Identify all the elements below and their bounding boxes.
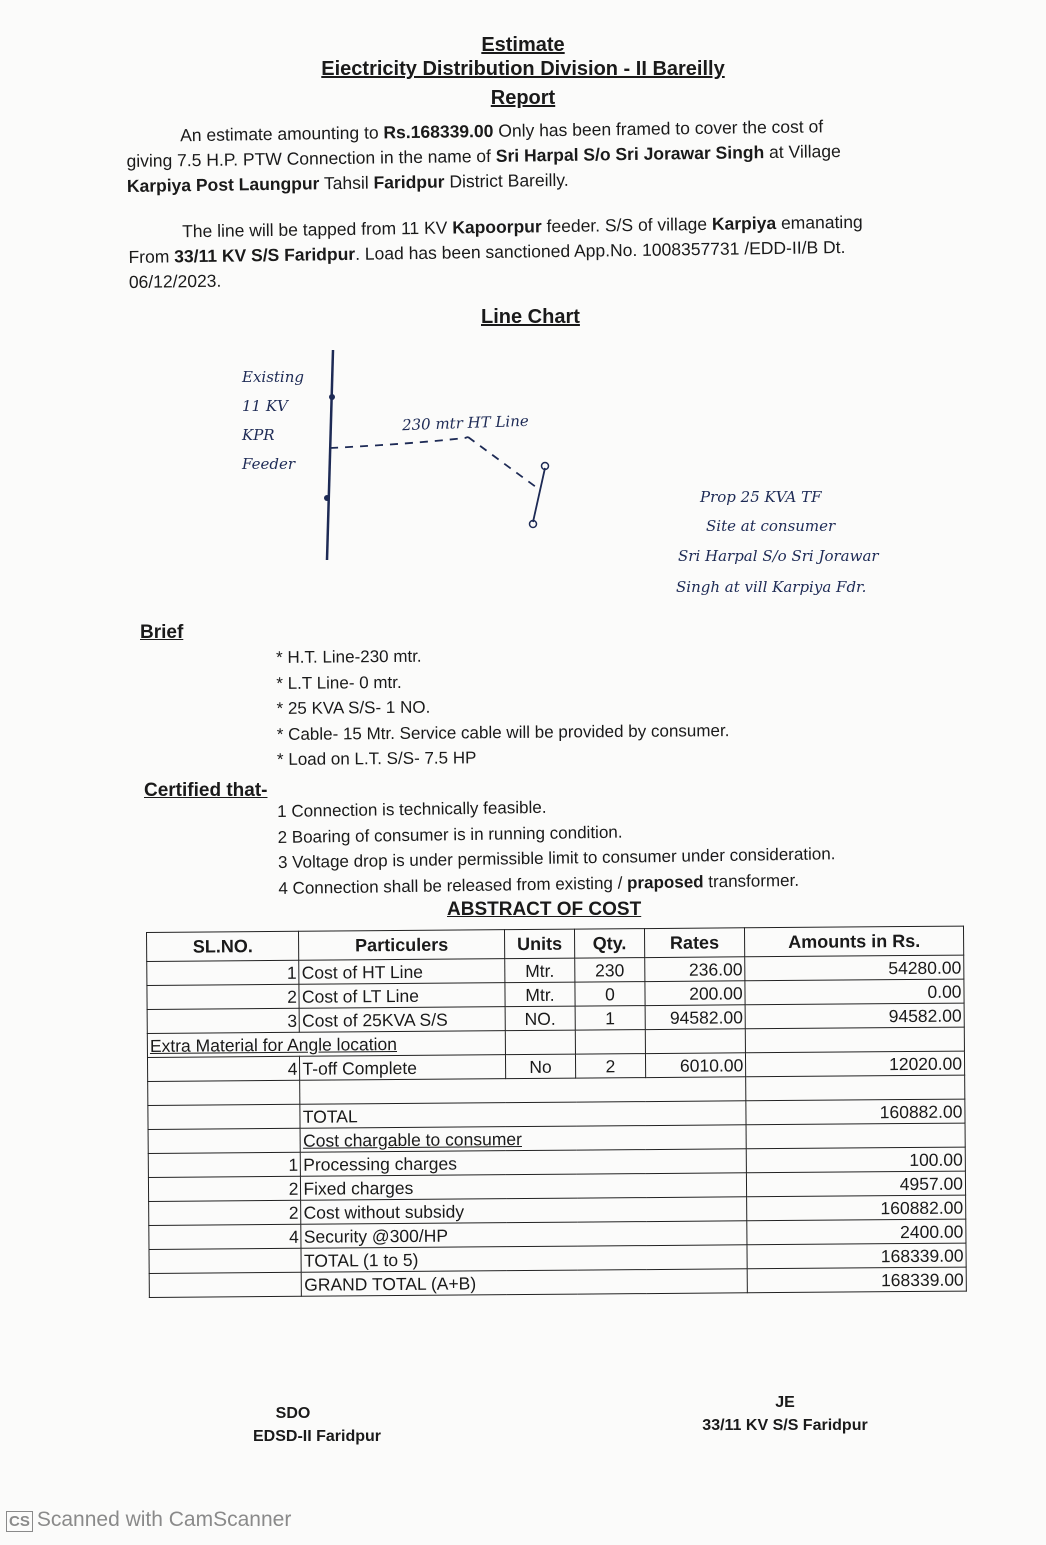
unit-cell: Mtr. (505, 982, 576, 1007)
intro-text: feeder. S/S of village (541, 213, 713, 237)
camscanner-watermark (6, 1508, 291, 1532)
grand-total-row (149, 1267, 966, 1297)
amount-cell: 0.00 (745, 979, 964, 1005)
cost-table (146, 926, 967, 1298)
sl-cell: 2 (148, 1176, 301, 1201)
amount-cell: 100.00 (746, 1147, 965, 1173)
header-cell: Qty. (575, 929, 645, 959)
header-cell: Amounts in Rs. (745, 926, 964, 957)
amount-cell: 12020.00 (746, 1051, 965, 1077)
division-title: Eiectricity Distribution Division - II Bareilly (321, 58, 725, 80)
sl-cell: 1 (148, 1152, 301, 1177)
particular-cell: Cost of 25KVA S/S (300, 1007, 505, 1033)
intro-text: at Village (764, 141, 841, 163)
sl-cell: 2 (147, 984, 300, 1009)
sl-cell: 2 (149, 1200, 302, 1225)
header-cell: SL.NO. (147, 931, 300, 961)
header-cell: Units (504, 929, 575, 959)
amount-cell: 4957.00 (747, 1171, 966, 1197)
qty-cell: 230 (575, 958, 645, 983)
village-name: Karpiya (711, 212, 777, 234)
total-1-to-5-label: TOTAL (1 to 5) (301, 1245, 747, 1273)
sl-cell: 4 (149, 1224, 302, 1249)
certified-item: 3 Voltage drop is under permissible limit to consumer under consideration. (277, 844, 836, 872)
certified-item: 4 Connection shall be released from existing / praposed transformer. (278, 870, 800, 898)
brief-item: * H.T. Line-230 mtr. (276, 646, 422, 667)
feeder-line (327, 350, 333, 560)
intro-text: . Load has been sanctioned App.No. 1008357731 /EDD-II/B Dt. (354, 236, 846, 264)
sl-cell: 1 (147, 960, 300, 985)
ht-line-label: 230 mtr HT Line (401, 411, 530, 435)
transformer-pole (533, 468, 545, 522)
particular-cell: Cost of LT Line (299, 983, 504, 1009)
certified-item: 2 Boaring of consumer is in running condition. (277, 822, 623, 847)
qty-cell: 0 (575, 982, 645, 1007)
qty-cell: 2 (576, 1054, 646, 1079)
site-label: Prop 25 KVA TF Site at consumer Sri Harpal S/o Sri Jorawar Singh at vill Karpiya Fdr. (676, 488, 879, 596)
pole-marker (324, 495, 330, 501)
rate-cell: 94582.00 (645, 1005, 746, 1030)
grand-total-label: GRAND TOTAL (A+B) (302, 1269, 748, 1297)
consumer-heading: Cost chargable to consumer (300, 1125, 746, 1153)
watermark-text: Scanned with CamScanner (36, 1508, 292, 1531)
brief-item: * Cable- 15 Mtr. Service cable will be provided by consumer. (276, 720, 730, 744)
total-amount: 160882.00 (746, 1099, 965, 1125)
amount-cell: 2400.00 (747, 1219, 966, 1245)
brief-item: * Load on L.T. S/S- 7.5 HP (276, 748, 477, 769)
header-cell: Rates (644, 928, 745, 958)
particular-cell: Processing charges (301, 1149, 747, 1177)
sdo-title: SDO (275, 1405, 311, 1422)
particular-cell: Security @300/HP (301, 1221, 747, 1249)
intro-text: Tahsil (319, 172, 374, 194)
brief-item: * 25 KVA S/S- 1 NO. (276, 697, 431, 718)
sanction-date: 06/12/2023. (128, 270, 222, 292)
certified-item: 1 Connection is technically feasible. (277, 797, 547, 821)
qty-cell: 1 (575, 1006, 645, 1031)
grand-total-amount: 168339.00 (747, 1267, 966, 1293)
doc-title: Estimate (481, 34, 565, 56)
ht-line-dashed (330, 437, 468, 448)
abstract-title: ABSTRACT OF COST (447, 899, 642, 920)
intro-text: Only has been framed to cover the cost of (493, 116, 824, 141)
je-title: JE (775, 1394, 795, 1411)
line-chart-title: Line Chart (481, 306, 580, 328)
brief-item: * L.T Line- 0 mtr. (276, 672, 402, 693)
amount-cell: 54280.00 (745, 955, 964, 981)
intro-text: From (128, 246, 175, 267)
sl-cell: 3 (147, 1008, 300, 1033)
village-name: Karpiya Post Laungpur (126, 173, 320, 196)
certified-title: Certified that- (144, 780, 268, 801)
amount-cell: 160882.00 (747, 1195, 966, 1221)
particular-cell: Fixed charges (301, 1173, 747, 1201)
unit-cell: NO. (505, 1006, 576, 1031)
intro-paragraph-1 (126, 113, 947, 199)
je-signature-block (690, 1391, 880, 1437)
tahsil-name: Faridpur (373, 171, 445, 193)
intro-text: giving 7.5 H.P. PTW Connection in the name of (126, 145, 496, 171)
feeder-label: Existing 11 KV KPR Feeder (242, 368, 304, 473)
extra-material-heading: Extra Material for Angle location (147, 1031, 505, 1058)
particular-cell: T-off Complete (300, 1055, 505, 1081)
camscanner-logo-icon: CS (6, 1511, 33, 1532)
pole-marker (329, 394, 335, 400)
rate-cell: 6010.00 (645, 1053, 746, 1078)
brief-list (276, 641, 730, 772)
intro-text: emanating (775, 211, 863, 233)
consumer-name: Sri Harpal S/o Sri Jorawar Singh (495, 142, 765, 166)
unit-cell: No (505, 1054, 576, 1079)
estimate-amount: Rs.168339.00 (383, 120, 494, 143)
rate-cell: 200.00 (645, 981, 746, 1006)
intro-text: District Bareilly. (444, 169, 569, 192)
particular-cell: Cost of HT Line (299, 959, 504, 985)
substation-name: 33/11 KV S/S Faridpur (174, 243, 356, 267)
je-office: 33/11 KV S/S Faridpur (702, 1417, 868, 1434)
amount-cell: 94582.00 (745, 1003, 964, 1029)
certified-list (277, 790, 836, 901)
total-1-to-5-amount: 168339.00 (747, 1243, 966, 1269)
intro-paragraph-2 (128, 209, 949, 295)
sdo-office: EDSD-II Faridpur (252, 1428, 381, 1445)
report-title: Report (490, 87, 556, 109)
intro-text: An estimate amounting to (180, 122, 384, 146)
sdo-signature-block (247, 1402, 387, 1448)
total-label: TOTAL (300, 1101, 746, 1129)
particular-cell: Cost without subsidy (301, 1197, 747, 1225)
intro-text: The line will be tapped from 11 KV (182, 217, 453, 242)
ht-line-dashed (468, 437, 540, 490)
rate-cell: 236.00 (644, 957, 745, 982)
feeder-name: Kapoorpur (452, 216, 542, 238)
brief-title: Brief (140, 622, 184, 643)
unit-cell: Mtr. (504, 958, 575, 983)
header-cell: Particulers (299, 930, 505, 961)
sl-cell: 4 (147, 1056, 300, 1081)
